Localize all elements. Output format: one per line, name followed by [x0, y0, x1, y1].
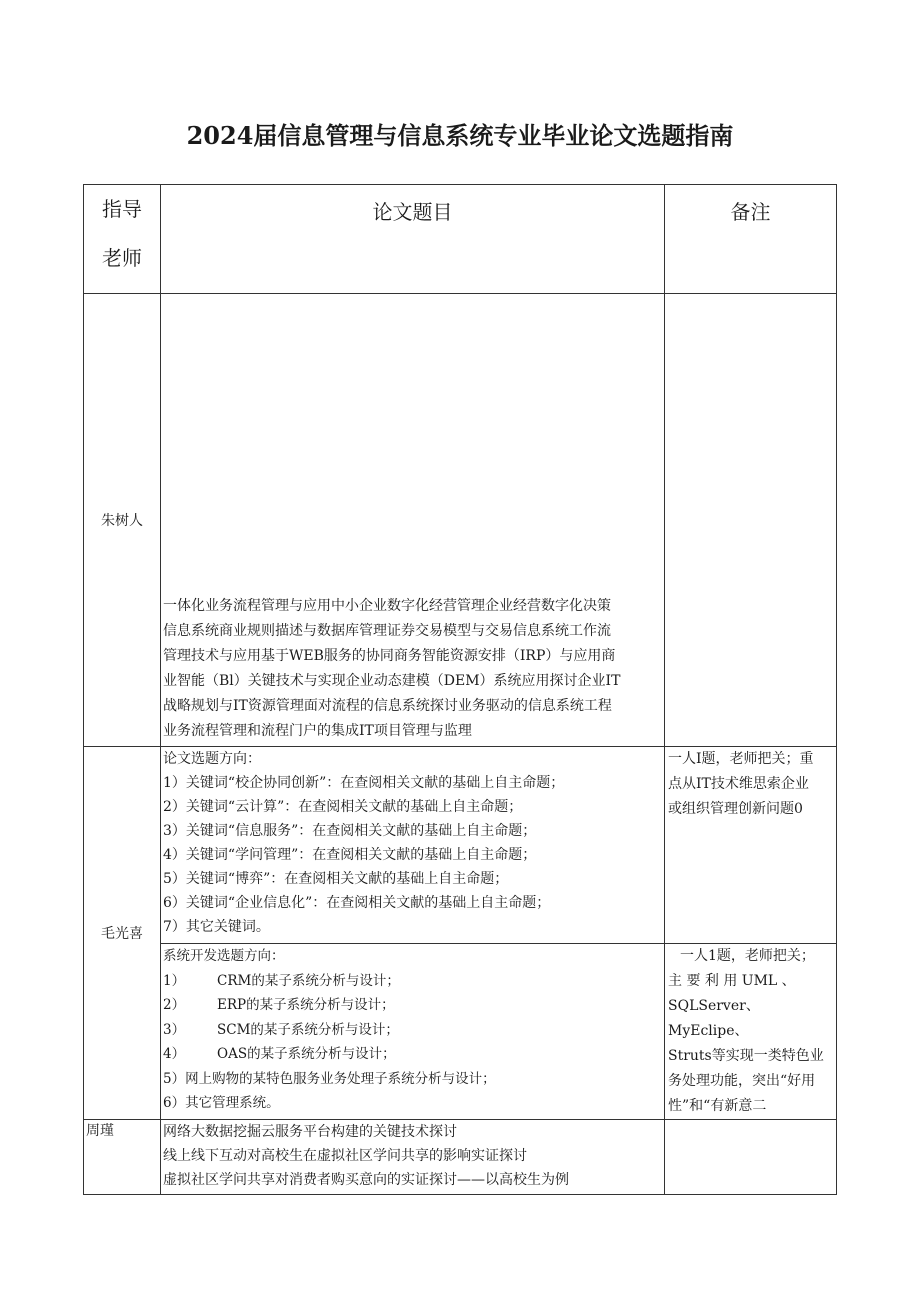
topic-line: 网络大数据挖掘云服务平台构建的关键技术探讨	[163, 1124, 457, 1140]
item-text: OAS的某子系统分析与设计；	[217, 1046, 396, 1062]
item-number: 1）	[163, 972, 186, 989]
topic-line: 战略规划与IT资源管理面对流程的信息系统探讨业务驱动的信息系统工程	[163, 698, 612, 714]
item-text: SCM的某子系统分析与设计；	[217, 1021, 399, 1038]
topics-cell	[161, 944, 665, 1120]
item-number: 3）	[163, 1021, 186, 1038]
note-line: 务处理功能，突出“好用	[668, 1073, 816, 1089]
topic-line: 1）关键词“校企协同创新”：在查阅相关文献的基础上自主命题；	[163, 775, 565, 791]
section-heading: 系统开发选题方向：	[163, 948, 285, 964]
note-line: 性”和“有新意二	[668, 1098, 767, 1114]
table-row-zhu	[84, 294, 837, 747]
header-teacher-line2: 老师	[102, 246, 142, 270]
note-line: 一人I题，老师把关；重	[668, 751, 814, 767]
note-line: 或组织管理创新问题0	[668, 801, 803, 817]
teacher-name: 朱树人	[84, 294, 161, 747]
topics-cell	[161, 747, 665, 944]
topics-cell	[161, 294, 665, 747]
topics-cell	[161, 1120, 665, 1195]
header-note: 备注	[665, 185, 837, 294]
teacher-name: 周瑾	[84, 1120, 161, 1195]
topic-line: 业智能（Bl）关键技术与实现企业动态建模（DEM）系统应用探讨企业IT	[163, 673, 621, 689]
topic-line: 5）关键词“博弈”：在查阅相关文献的基础上自主命题；	[163, 871, 509, 887]
topic-line: 虚拟社区学问共享对消费者购买意向的实证探讨——以高校生为例	[163, 1172, 569, 1188]
note-line: 点从IT技术维思索企业	[668, 776, 809, 792]
topic-line	[163, 969, 662, 994]
item-number: 5）	[163, 1070, 186, 1087]
header-teacher	[84, 185, 161, 294]
topic-line: 业务流程管理和流程门户的集成IT项目管理与监理	[163, 723, 472, 739]
note-line: 一人1题，老师把关；	[680, 948, 815, 964]
note-cell	[665, 747, 837, 944]
topic-line: 2）关键词“云计算”：在查阅相关文献的基础上自主命题；	[163, 799, 523, 815]
note-line: Struts等实现一类特色业	[668, 1048, 824, 1064]
item-number: 6）	[163, 1095, 186, 1111]
topic-line: 3）关键词“信息服务”：在查阅相关文献的基础上自主命题；	[163, 823, 537, 839]
item-number: 2）	[163, 997, 186, 1013]
topic-line: 4）关键词“学问管理”：在查阅相关文献的基础上自主命题；	[163, 847, 537, 863]
topic-line: 一体化业务流程管理与应用中小企业数字化经营管理企业经营数字化决策	[163, 598, 611, 614]
header-teacher-line1: 指导	[102, 197, 142, 221]
table-row-mao-thesis	[84, 747, 837, 944]
page-title: 2024届信息管理与信息系统专业毕业论文选题指南	[186, 121, 734, 150]
topic-line	[163, 993, 662, 1018]
note-line: SQLServer、MyEclipe、	[668, 998, 760, 1039]
note-cell	[665, 944, 837, 1120]
topic-line	[163, 1042, 662, 1067]
section-heading: 论文选题方向：	[163, 751, 261, 767]
table-row-zhou	[84, 1120, 837, 1195]
item-text: CRM的某子系统分析与设计；	[217, 972, 400, 989]
table-header-row	[84, 185, 837, 294]
topic-line	[163, 1067, 662, 1092]
table-row-mao-system	[84, 944, 837, 1120]
topic-line: 管理技术与应用基于WEB服务的协同商务智能资源安排（IRP）与应用商	[163, 648, 616, 664]
header-topic: 论文题目	[161, 185, 665, 294]
topic-line: 6）关键词“企业信息化”：在查阅相关文献的基础上自主命题；	[163, 895, 551, 911]
topic-line: 线上线下互动对高校生在虚拟社区学问共享的影响实证探讨	[163, 1148, 527, 1164]
topic-line	[163, 1091, 662, 1116]
topic-line: 信息系统商业规则描述与数据库管理证券交易模型与交易信息系统工作流	[163, 623, 611, 639]
item-number: 4）	[163, 1046, 186, 1062]
topic-guide-table	[83, 184, 837, 1195]
item-text: 其它管理系统。	[185, 1095, 280, 1111]
note-cell	[665, 1120, 837, 1195]
topic-line	[163, 1018, 662, 1043]
teacher-name: 毛光喜	[84, 747, 161, 1120]
item-text: 网上购物的某特色服务业务处理子系统分析与设计；	[185, 1070, 496, 1087]
note-line: 主 要 利 用 UML 、	[668, 973, 796, 989]
topic-line: 7）其它关键词。	[163, 919, 270, 935]
note-cell	[665, 294, 837, 747]
item-text: ERP的某子系统分析与设计；	[217, 997, 395, 1013]
